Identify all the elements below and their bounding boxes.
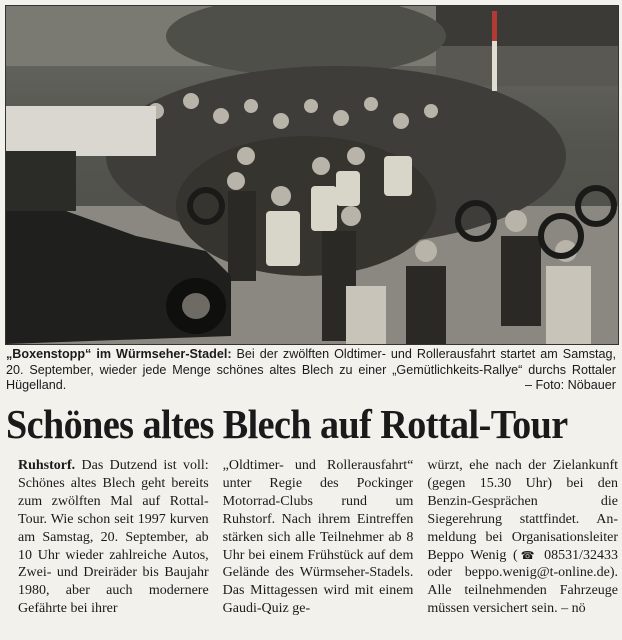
article-photo — [5, 5, 619, 345]
column-1-text: Das Dutzend ist voll: Schönes altes Blech geht bereits zum zwölften Mal auf Rottal-Tour. Wie schon seit 1997 kurven am Samstag, 20. September, ab 10 Uhr wieder zahlreiche Autos, Zwei- und Dreiräder bis Baujahr 1980, aber auch modernere Gefährte bei ihrer — [18, 458, 209, 617]
article-column-2 — [223, 457, 414, 640]
article-body — [18, 457, 618, 640]
column-2-text: „Oldtimer- und Rollerausfahrt“ unter Regie des Pockinger Motorrad-Clubs rund um Ruhstorf. Nach ihrem Eintreffen stärken sich alle Teilnehmer ab 8 Uhr bei einem Frühstück auf dem Gelände des Würmseher-Stadels. Das Mittagessen wird mit einem Gaudi-Quiz ge- — [222, 458, 414, 617]
column-3-text-b: 08531/32433 oder beppo.wenig@t-online.de). Alle teilnehmenden Fahrzeuge müssen versichert sein. – nö — [427, 547, 619, 617]
crowd-photo-illustration — [6, 6, 618, 344]
photo-credit: – Foto: Nöbauer — [524, 378, 616, 392]
column-3-text-a: würzt, ehe nach der Zielankunft (gegen 15.30 Uhr) bei den Benzin-Gesprächen die Siegerehrung stattfindet. Anmeldung bei Organisationsleiter Beppo Wenig ( — [427, 458, 619, 563]
article-column-1 — [18, 457, 209, 640]
photo-caption — [6, 347, 616, 394]
caption-text: Bei der zwölften Oldtimer- und Rollerausfahrt startet am Samstag, 20. September, wieder jede Menge schönes altes Blech zu einer „Gemütlichkeits-Rallye“ durchs Rottaler Hügelland. — [6, 347, 616, 392]
article-column-3 — [427, 457, 618, 640]
caption-lead: „Boxenstopp“ im Würmseher-Stadel: — [6, 347, 232, 361]
dateline: Ruhstorf. — [18, 458, 76, 473]
phone-icon: ☎ — [517, 548, 538, 562]
article-headline: Schönes altes Blech auf Rottal-Tour — [6, 401, 568, 447]
